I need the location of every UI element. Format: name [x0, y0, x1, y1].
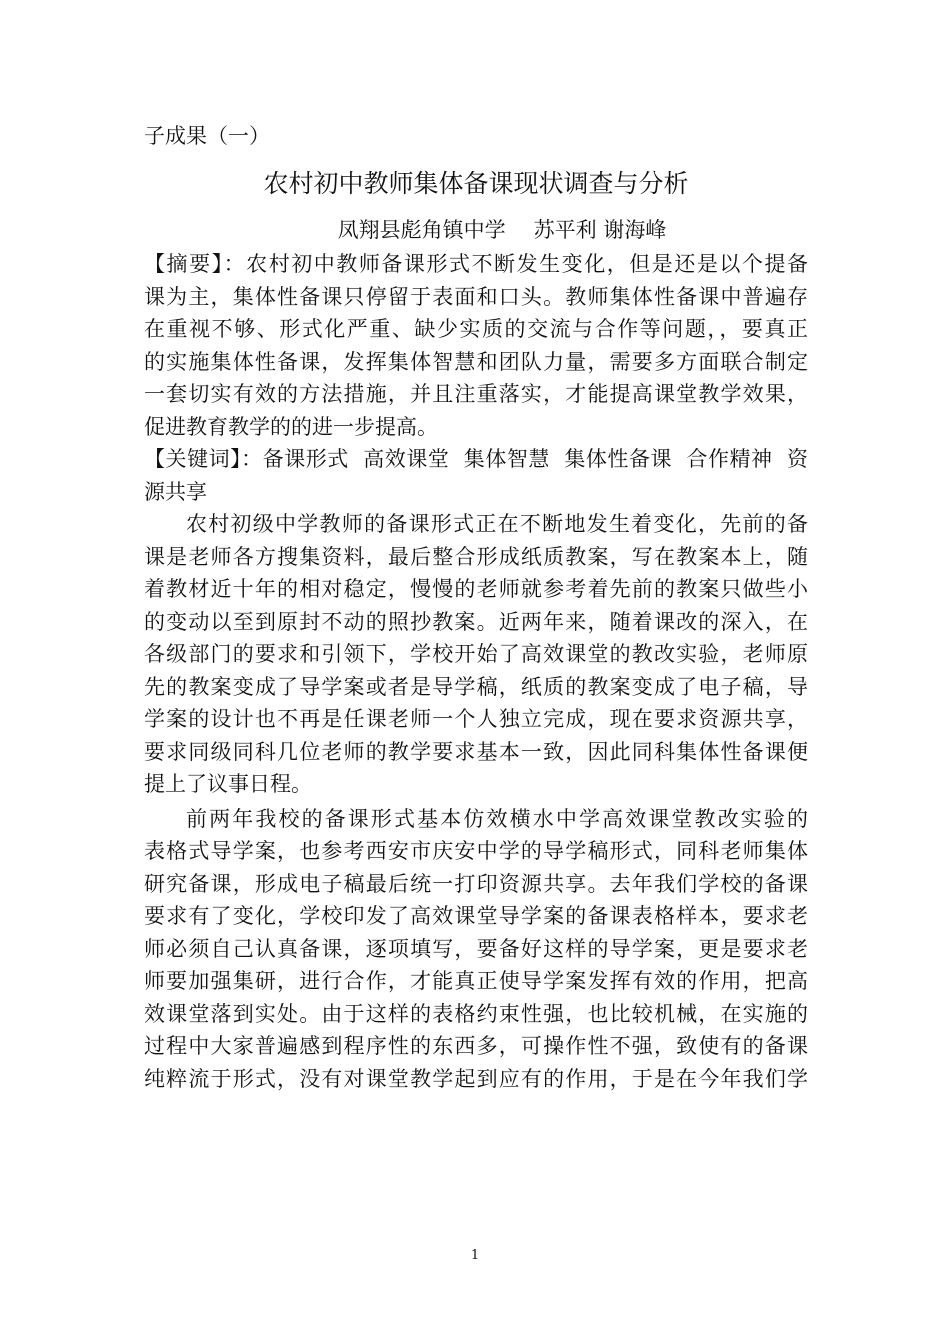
paragraph-line: 提上了议事日程。 [144, 772, 312, 796]
keywords-line: 源共享 [144, 479, 207, 504]
paragraph-line: 效课堂落到实处。由于这样的表格约束性强，也比较机械，在实施的 [144, 1001, 808, 1026]
paragraph-line: 农村初级中学教师的备课形式正在不断地发生着变化，先前的备 [186, 512, 808, 536]
abstract-line: 一套切实有效的方法措施，并且注重落实，才能提高课堂教学效果， [144, 382, 808, 406]
paragraph-line: 纯粹流于形式，没有对课堂教学起到应有的作用，于是在今年我们学 [144, 1066, 808, 1091]
paragraph-line: 表格式导学案，也参考西安市庆安中学的导学稿形式，同科老师集体 [144, 839, 808, 863]
abstract-line: 促进教育教学的的进一步提高。 [144, 414, 438, 439]
series-label: 子成果（一） [144, 124, 270, 148]
paragraph-line: 前两年我校的备课形式基本仿效横水中学高效课堂教改实验的 [186, 806, 808, 831]
author-school: 凤翔县彪角镇中学 [337, 218, 506, 242]
paragraph-line: 要求同级同科几位老师的教学要求基本一致，因此同科集体性备课便 [144, 739, 808, 764]
abstract-line: 【摘要】：农村初中教师备课形式不断发生变化，但是还是以个提备 [144, 252, 808, 276]
paragraph-line: 师必须自己认真备课，逐项填写，要备好这样的导学案，更是要求老 [144, 936, 808, 961]
paragraph-line: 各级部门的要求和引领下，学校开始了高效课堂的教改实验，老师原 [144, 642, 808, 666]
abstract-line: 的实施集体性备课，发挥集体智慧和团队力量，需要多方面联合制定 [144, 349, 808, 374]
article-title: 农村初中教师集体备课现状调查与分析 [263, 169, 689, 198]
abstract-line: 在重视不够、形式化严重、缺少实质的交流与合作等问题，，要真正 [144, 317, 808, 341]
paragraph-line: 要求有了变化，学校印发了高效课堂导学案的备课表格样本，要求老 [144, 904, 808, 928]
author-line [144, 214, 808, 246]
document-page [144, 112, 808, 1095]
keywords-line: 【关键词】：备课形式 高效课堂 集体智慧 集体性备课 合作精神 资 [144, 447, 808, 471]
paragraph-line: 着教材近十年的相对稳定，慢慢的老师就参考着先前的教案只做些小 [144, 577, 808, 601]
paragraph-line: 课是老师各方搜集资料，最后整合形成纸质教案，写在教案本上，随 [144, 544, 808, 569]
author-names: 苏平利 谢海峰 [533, 218, 667, 242]
paragraph-line: 学案的设计也不再是任课老师一个人独立完成，现在要求资源共享， [144, 707, 808, 731]
abstract-line: 课为主，集体性备课只停留于表面和口头。教师集体性备课中普遍存 [144, 284, 808, 309]
paragraph-line: 的变动以至到原封不动的照抄教案。近两年来，随着课改的深入，在 [144, 609, 808, 634]
body-paragraph-1 [144, 508, 808, 801]
abstract-block [144, 248, 808, 443]
body-paragraph-2 [144, 803, 808, 1096]
paragraph-line: 研究备课，形成电子稿最后统一打印资源共享。去年我们学校的备课 [144, 871, 808, 896]
paragraph-line: 先的教案变成了导学案或者是导学稿，纸质的教案变成了电子稿，导 [144, 674, 808, 699]
page-number: 1 [470, 1248, 480, 1263]
keywords-block [144, 443, 808, 508]
paragraph-line: 过程中大家普遍感到程序性的东西多，可操作性不强，致使有的备课 [144, 1034, 808, 1058]
paragraph-line: 师要加强集研，进行合作，才能真正使导学案发挥有效的作用，把高 [144, 969, 808, 993]
